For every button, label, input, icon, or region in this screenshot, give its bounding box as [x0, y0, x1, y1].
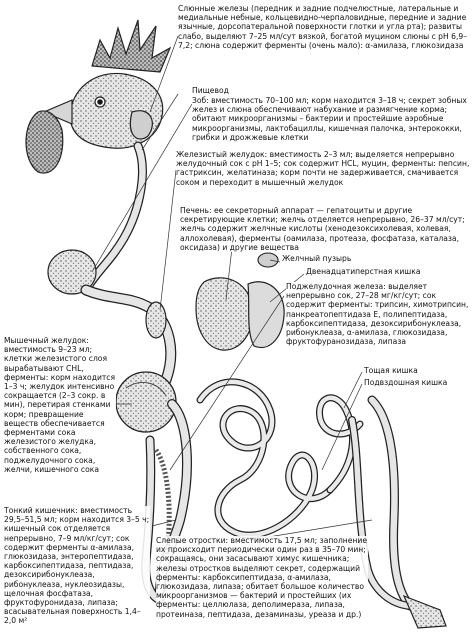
label-pancreas: Поджелудочная железа: выделяет непрерывно сок, 27–28 мг/кг/сут; сок содержит ферменты: трипсин, химотрипсин, панкреатопептидаза Е, полипептидаза, карбоксипептидаза, дезоксирибонуклеаза, рибонуклеаза, α-амилаза, глюкозидаза, фруктофуранозидаза, липаза	[286, 282, 469, 347]
small-intestine-coils	[200, 382, 360, 535]
head	[70, 73, 163, 148]
label-gizzard: Мышечный желудок: вместимость 9–23 мл; клетки железистого слоя вырабатывают CHL, ферменты: корм находится 1–3 ч; желудок интенсивно сокращается (2–3 сокр. в мин), перетирая стенками корм; превращение веществ обеспечивается ферментами сока железистого желудка, собственного сока, поджелудочного сока, желчи, кишечного сока	[4, 336, 116, 474]
label-ileum: Подвздошная кишка	[364, 378, 448, 387]
label-liver: Печень: ее секреторный аппарат — гепатоциты и другие секретирующие клетки; желчь отделяется непрерывно, 26–37 мл/сут; желчь содержит желчные кислоты (хенодезоксихолевая, холевая, аллохолевая), ферменты (оамилаза, протеаза, фосфатаза, каталаза, оксидаза) и другие вещества	[180, 206, 470, 252]
gizzard	[116, 372, 176, 432]
label-duodenum: Двенадцатиперстная кишка	[306, 267, 421, 276]
wattle	[26, 111, 63, 173]
label-ceca: Слепые отростки: вместимость 17,5 мл; заполнение их происходит периодически один раз в 35–70 мин; сокращаясь, они засасывают химус кишечника; железы отростков выделяют секрет, содержащий ферменты: карбоксипептидаза, α-амилаза, глюкозидаза, липаза; обитает большое количество микроорганизмов — бактерий и простейших (их ферменты: целлюлаза, деполимераза, липаза, протеиназа, пептидаза, дезаминазы, уреаза и др.)	[156, 536, 368, 619]
label-proventriculus: Железистый желудок: вместимость 2–3 мл; выделяется непрерывно желудочный сок с рН 1–5; сок содержит HCL, муцин, ферменты: пепсин, гастриксин, желатиназа; корм почти не задерживается, смачивается соком и переходит в мышечный желудок	[176, 150, 470, 187]
label-small-intestine: Тонкий кишечник: вместимость 29,5–51,5 мл; корм находится 3–5 ч; кишечный сок отделяется непрерывно, 7–9 мл/кг/сут; сок содержит ферменты α-амилаза, глюкозидаза, энтеропептидаза, карбоксипептидаза, пептидаза, дезоксирибонуклеаза, рибонуклеаза, нуклеозидазы, щелочная фосфатаза, фруктофуронидаза, липаза; всасывательная поверхность 1,4–2,0 м²	[4, 506, 150, 626]
label-esophagus: Пищевод	[192, 86, 229, 95]
label-crop: Зоб: вместимость 70–100 мл; корм находится 3–18 ч; секрет зобных желез и слюна обеспечивают набухание и размягчение корма; обитают микроорганизмы – бактерии и простейшие аэробные микроорганизмы, лактобациллы, кишечная палочка, энтерококки, грибки и дрожжевые клетки	[192, 96, 467, 142]
rooster-head	[26, 20, 170, 173]
liver	[196, 278, 284, 350]
ear-lobe	[130, 111, 152, 139]
gallbladder	[258, 253, 278, 267]
label-gallbladder: Желчный пузырь	[282, 254, 352, 263]
comb	[92, 20, 170, 72]
proventriculus	[146, 302, 166, 338]
label-salivary-glands: Слюнные железы (передник и задние подчелюстные, латеральные и медиальные небные, кольцевидно-черпаловидные, передние и задние язычные, дорсопатеральной поверхности глотки и угла рта); развиты слабо, выделяют 7–25 мл/сут вязкой, богатой муцином слюны с рН 6,9–7,2; слюна содержит ферменты (очень мало): α-амилаза, глюкозидаза	[178, 4, 467, 50]
cloaca	[404, 596, 446, 628]
label-jejunum: Тощая кишка	[364, 366, 418, 375]
